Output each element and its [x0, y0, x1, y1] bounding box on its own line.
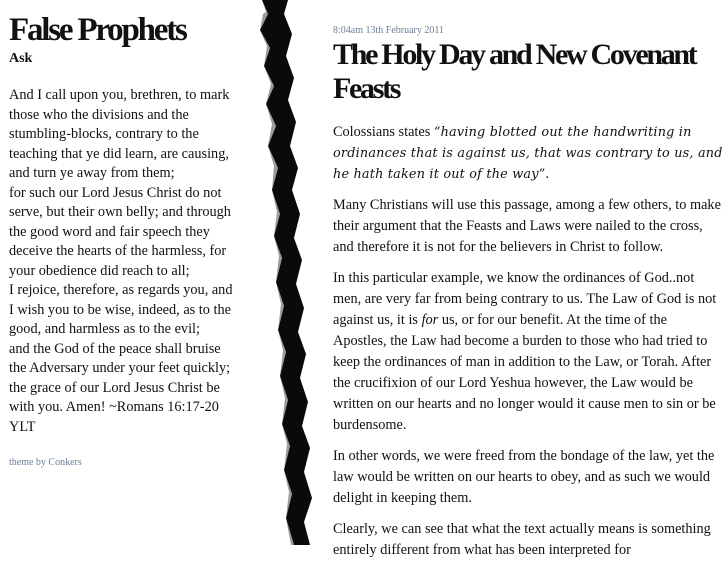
theme-credit-link[interactable]: theme by Conkers: [9, 457, 82, 468]
description-line: your obedience did reach to all;: [9, 262, 190, 279]
sidebar: [0, 0, 262, 545]
post-paragraph: Many Christians will use this passage, among a few others, to make their argument that the Feasts and Laws were nailed to the cross, and therefore it is not for the believers in Christ to follow.: [333, 197, 721, 255]
emphasis-text: for: [421, 312, 439, 328]
description-line: teaching that ye did learn, are causing,: [9, 145, 229, 162]
post-paragraph: [333, 268, 723, 436]
description-line: the good word and fair speech they: [9, 223, 210, 240]
description-line: with you. Amen! ~Romans 16:17-20: [9, 399, 219, 415]
description-line: I wish you to be wise, indeed, as to the: [9, 301, 231, 318]
scripture-quote: “having blotted out the handwriting in ordinances that is against us, that was contrary to us, and he hath taken it out of the way”: [333, 125, 723, 182]
post-paragraph: In other words, we were freed from the bondage of the law, yet the law would be written on our hearts to obey, and as such we would delight in keeping them.: [333, 448, 715, 506]
description-line: good, and harmless as to the evil;: [9, 321, 200, 337]
paragraph-text: In this particular example, we know the ordinances of God..not men, are very far from being contrary to us. The Law of God is not against us, it is: [333, 270, 717, 328]
description-line: and turn ye away from them;: [9, 165, 175, 181]
description-line: for such our Lord Jesus Christ do not: [9, 184, 222, 201]
description-line: the grace of our Lord Jesus Christ be: [9, 379, 220, 396]
post-paragraph: [333, 122, 723, 185]
description-line: And I call upon you, brethren, to mark: [9, 87, 230, 103]
description-line: and the God of the peace shall bruise: [9, 340, 221, 357]
description-line: YLT: [9, 418, 36, 435]
description-line: stumbling-blocks, contrary to the: [9, 126, 199, 142]
torn-paper-divider: [250, 0, 330, 545]
post-title[interactable]: The Holy Day and New Covenant Feasts: [333, 38, 696, 105]
paragraph-text: us, or for our benefit. At the time of the Apostles, the Law had become a burden to those who had tried to keep the ordinances of man in addition to the Law, or Torah. After the crucifixion of our Lord Yeshua however, the Law would be written on our hearts and no longer would it cause men to sin or be burdensome.: [333, 312, 716, 433]
torn-paper-shape: [260, 0, 312, 545]
description-line: I rejoice, therefore, as regards you, and: [9, 282, 233, 298]
ask-link[interactable]: Ask: [9, 51, 33, 66]
paragraph-lead: Colossians states: [333, 124, 434, 140]
post-body: [333, 122, 723, 561]
description-line: deceive the hearts of the harmless, for: [9, 243, 227, 259]
site-title[interactable]: False Prophets: [9, 12, 186, 48]
paragraph-end: .: [545, 166, 549, 182]
blog-description: [9, 86, 249, 437]
description-line: serve, but their own belly; and through: [9, 204, 231, 220]
post-date-link[interactable]: 8:04am 13th February 2011: [333, 25, 445, 36]
description-line: those who the divisions and the: [9, 106, 189, 123]
post-paragraph: Clearly, we can see that what the text actually means is something entirely different from what has been interpreted for: [333, 521, 711, 558]
main-content: [333, 0, 723, 558]
description-line: the Adversary under your feet quickly;: [9, 360, 231, 376]
